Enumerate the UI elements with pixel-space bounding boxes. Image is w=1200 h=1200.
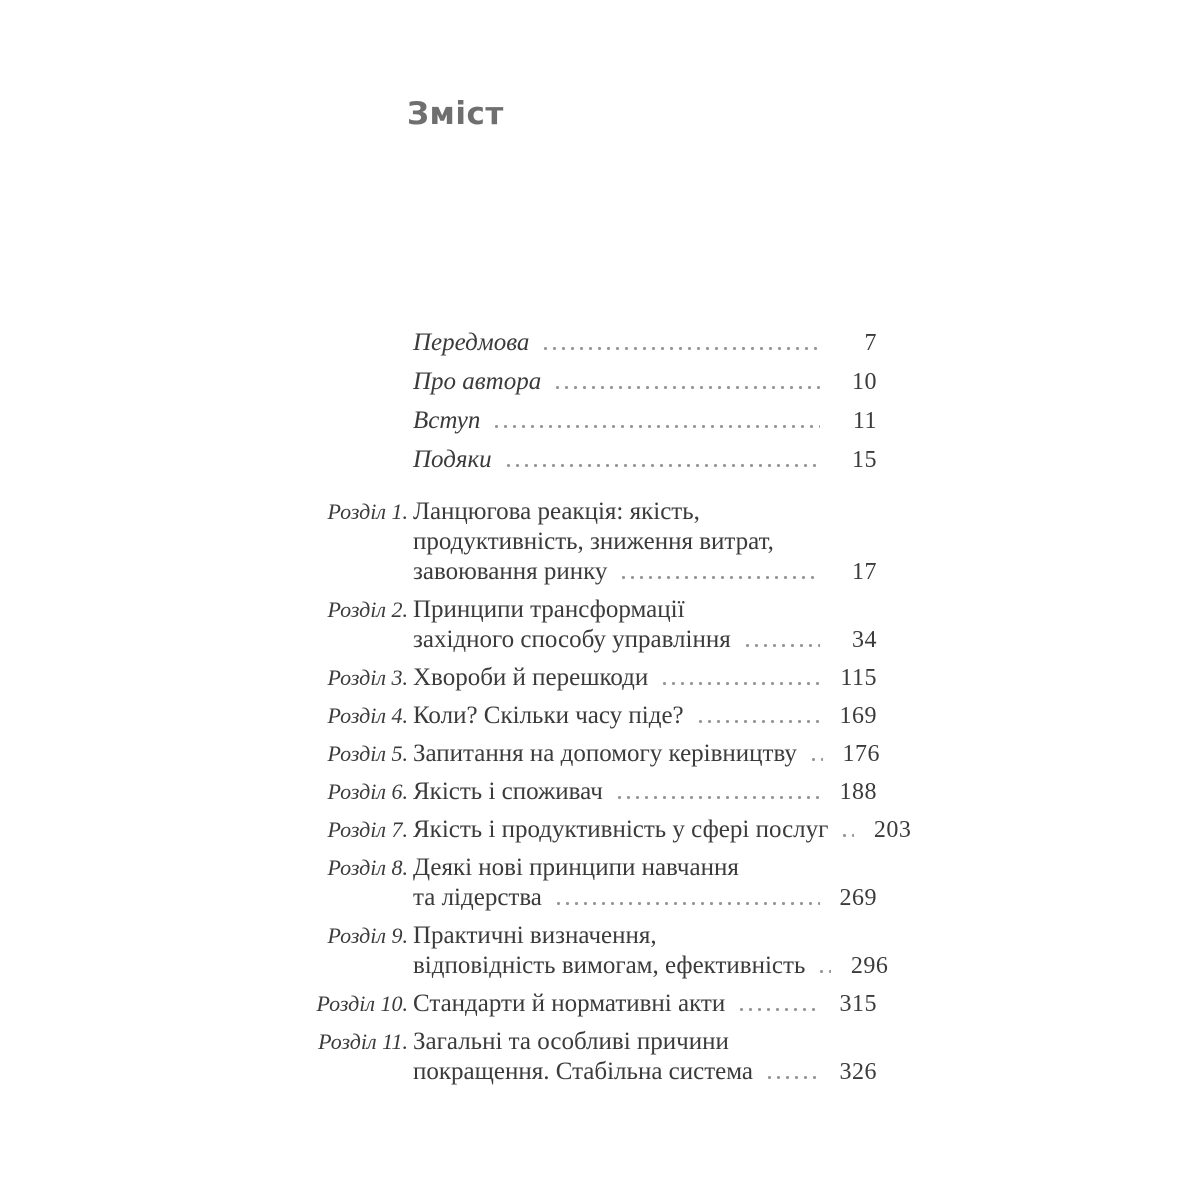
entry-title — [413, 595, 877, 655]
front-matter-list — [340, 328, 877, 475]
dot-leader — [615, 796, 820, 799]
chapter-label: Розділ 10. — [316, 991, 408, 1016]
entry-title-text: Передмова — [413, 329, 530, 356]
entry-title — [413, 853, 877, 913]
entry-title-text: Якість і споживач — [413, 778, 603, 805]
entry-title — [413, 777, 877, 807]
entry-title-line — [413, 367, 877, 397]
toc-entry — [327, 853, 877, 913]
chapter-label: Розділ 11. — [318, 1029, 408, 1054]
page-number: 326 — [839, 1059, 877, 1085]
dot-leader — [554, 902, 820, 905]
page-number: 188 — [839, 779, 877, 805]
entry-title-line — [413, 739, 880, 769]
dot-leader — [504, 464, 820, 467]
page-number: 315 — [839, 991, 877, 1017]
chapter-label: Розділ 4. — [327, 703, 408, 728]
page-title: Зміст — [407, 96, 504, 132]
entry-title — [413, 921, 888, 981]
page-number: 10 — [852, 369, 877, 395]
chapter-label: Розділ 2. — [327, 597, 408, 622]
toc-entry — [340, 445, 877, 475]
toc-entry — [327, 777, 877, 807]
entry-title — [413, 367, 877, 397]
entry-title-line — [413, 815, 911, 845]
entry-title — [413, 497, 877, 587]
entry-title-line — [413, 557, 877, 587]
entry-title-line — [413, 406, 877, 436]
chapter-label: Розділ 3. — [327, 665, 408, 690]
toc-entry — [327, 739, 880, 769]
entry-title-line: Ланцюгова реакція: якість, — [413, 498, 700, 525]
toc-entry — [327, 595, 877, 655]
toc-entry — [327, 921, 889, 981]
chapter-label: Розділ 7. — [327, 817, 408, 842]
entry-title-line: Принципи трансформації — [413, 596, 685, 623]
page-number: 11 — [852, 408, 877, 434]
toc-entry — [340, 406, 877, 436]
page-number: 296 — [850, 953, 889, 979]
entry-title — [413, 663, 877, 693]
entry-title-text: та лідерства — [413, 884, 542, 911]
entry-title-line — [413, 951, 888, 981]
chapter-label: Розділ 8. — [327, 855, 408, 880]
entry-title — [413, 701, 877, 731]
entry-title — [413, 1027, 877, 1087]
toc-entry — [327, 701, 877, 731]
entry-title — [413, 406, 877, 436]
dot-leader — [743, 644, 820, 647]
entry-title-text: відповідність вимогам, ефективність — [413, 952, 806, 979]
page-number: 15 — [852, 447, 877, 473]
entry-title-text: Хвороби й перешкоди — [413, 664, 649, 691]
chapter-list — [316, 497, 912, 1087]
entry-title-line — [413, 625, 877, 655]
page-number: 17 — [852, 559, 877, 585]
page-number: 34 — [852, 627, 877, 653]
dot-leader — [553, 386, 820, 389]
toc-entry — [340, 328, 877, 358]
toc-entry — [318, 1027, 877, 1087]
chapter-label: Розділ 9. — [327, 923, 408, 948]
dot-leader — [737, 1008, 820, 1011]
entry-title — [413, 445, 877, 475]
entry-title-line — [413, 445, 877, 475]
dot-leader — [660, 682, 820, 685]
entry-title-line — [413, 701, 877, 731]
entry-title-line — [413, 1057, 877, 1087]
dot-leader — [765, 1076, 820, 1079]
entry-title — [413, 328, 877, 358]
page-number: 115 — [840, 665, 877, 691]
entry-title-line: Загальні та особливі причини — [413, 1028, 729, 1055]
entry-title-line: Практичні визначення, — [413, 922, 657, 949]
dot-leader — [840, 834, 854, 837]
entry-title-text: Вступ — [413, 407, 481, 434]
entry-title — [413, 815, 911, 845]
entry-title-line: продуктивність, зниження витрат, — [413, 528, 774, 555]
entry-title-line — [413, 663, 877, 693]
entry-title-text: Коли? Скільки часу піде? — [413, 702, 684, 729]
dot-leader — [619, 576, 820, 579]
toc-entry — [316, 989, 877, 1019]
entry-title — [413, 989, 877, 1019]
page-number: 7 — [864, 330, 877, 356]
toc-entry — [340, 367, 877, 397]
chapter-label: Розділ 5. — [327, 741, 408, 766]
entry-title-text: Стандарти й нормативні акти — [413, 990, 726, 1017]
toc-entry — [327, 815, 912, 845]
toc-entry — [327, 663, 877, 693]
entry-title-line — [413, 777, 877, 807]
entry-title-line — [413, 989, 877, 1019]
page-number: 169 — [839, 703, 877, 729]
dot-leader — [809, 758, 823, 761]
dot-leader — [696, 720, 820, 723]
entry-title-text: Подяки — [413, 446, 492, 473]
entry-title-line — [413, 883, 877, 913]
entry-title-text: Про автора — [413, 368, 542, 395]
entry-title-line: Деякі нові принципи навчання — [413, 854, 739, 881]
page-number: 203 — [873, 817, 912, 843]
entry-title-text: Запитання на допомогу керівництву — [413, 740, 797, 767]
toc-entry — [327, 497, 877, 587]
chapter-label: Розділ 6. — [327, 779, 408, 804]
dot-leader — [541, 347, 820, 350]
entry-title-line — [413, 328, 877, 358]
entry-title-text: Якість і продуктивність у сфері послуг — [413, 816, 829, 843]
table-of-contents — [316, 328, 912, 1095]
dot-leader — [492, 425, 820, 428]
entry-title-text: західного способу управління — [413, 626, 731, 653]
page-number: 269 — [839, 885, 877, 911]
entry-title-text: завоювання ринку — [413, 558, 608, 585]
chapter-label: Розділ 1. — [327, 499, 408, 524]
page-number: 176 — [842, 741, 880, 767]
entry-title-text: покращення. Стабільна система — [413, 1058, 754, 1085]
entry-title — [413, 739, 880, 769]
dot-leader — [817, 970, 831, 973]
